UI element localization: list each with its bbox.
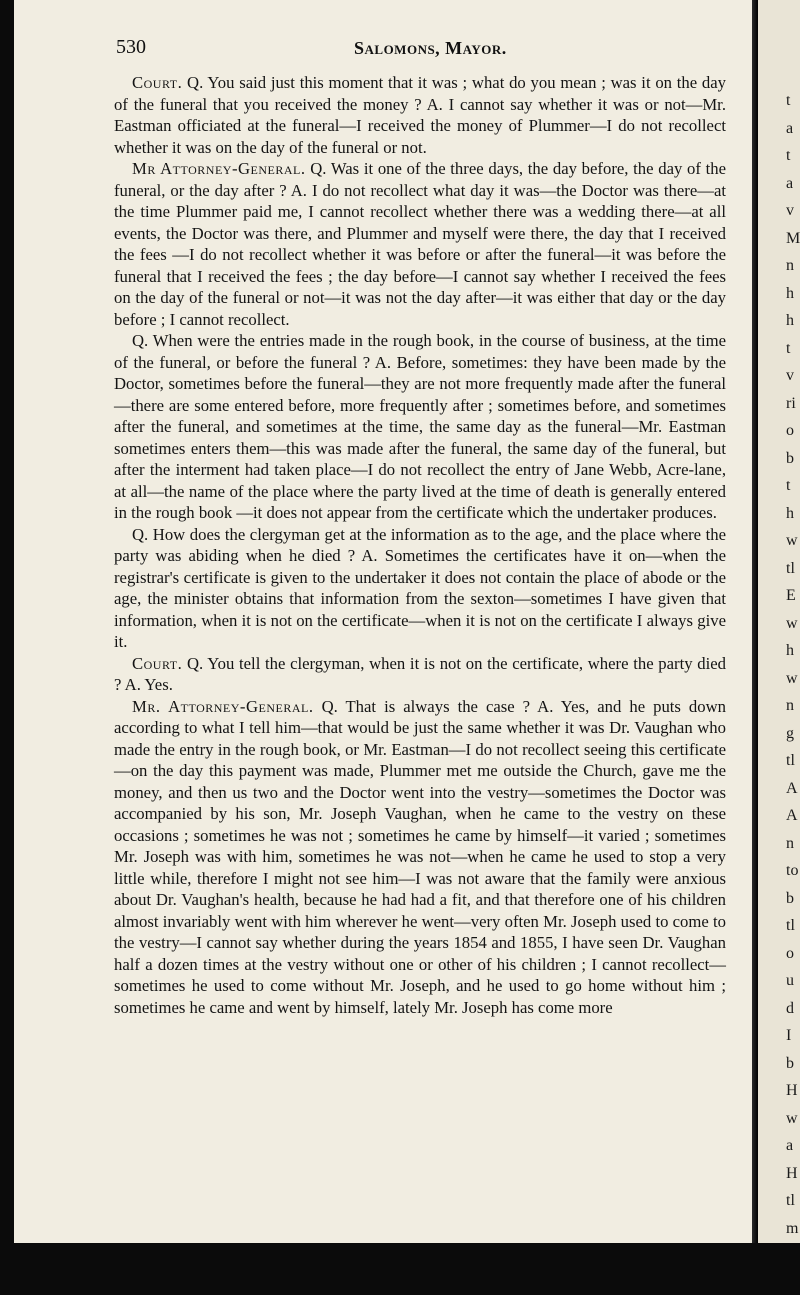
book-page <box>14 0 758 1243</box>
facing-page-fragment: t <box>786 477 791 494</box>
facing-page-fragment: a <box>786 174 794 192</box>
speaker-label: Court. <box>132 73 183 92</box>
paragraph-text: Q. You said just this moment that it was ; what do you mean ; was it on the day of the funeral that you received the money ? A. I cannot say whether it was or not—Mr. Eastman officiated at the funeral—I received the money of Plummer—I do not recollect whether it was on the day of the funeral or not. <box>114 73 727 157</box>
facing-page-fragment: ri <box>786 394 796 412</box>
facing-page-fragment: b <box>786 1054 794 1072</box>
facing-page-fragment: A <box>786 779 798 797</box>
paragraph <box>114 653 726 696</box>
facing-page-fragment: v <box>786 202 794 219</box>
facing-page-fragment: a <box>786 119 794 137</box>
body-text <box>114 72 726 1018</box>
paragraph-text: Q. When were the entries made in the rough book, in the course of business, at the time of the funeral, or before the funeral ? A. Before, sometimes: they have been made by the Doctor, sometimes before the funeral—they are not more frequently made after the funeral—there are some entered before, more frequently after ; sometimes before, and sometimes after the funeral, and sometimes at the time, the same day as the funeral—Mr. Eastman sometimes enters them—this was made after the funeral, the same day of the funeral, but after the interment had taken place—I do not recollect the entry of Jane Webb, Acre-lane, at all—the name of the place where the party lived at the time of death is generally entered in the rough book —it does not appear from the certificate which the undertaker produces. <box>114 331 726 522</box>
facing-page-fragment: o <box>786 422 794 439</box>
facing-page-fragment: t <box>786 147 791 164</box>
facing-page-fragment: t <box>786 92 791 109</box>
speaker-label: Court. <box>132 653 183 673</box>
facing-page-fragment: b <box>786 889 794 907</box>
facing-page-fragment: h <box>786 504 794 522</box>
facing-page-fragment: g <box>786 724 794 742</box>
facing-page-fragment: w <box>786 614 798 632</box>
facing-page-fragment: H <box>786 1082 798 1099</box>
paragraph-text: Q. How does the clergyman get at the information as to the age, and the place where the party was abiding when he died ? A. Sometimes the certificates have it on—when the registrar's certificate is given to the undertaker it does not contain the place of abode or the age, the minister obtains that information from the sexton—sometimes I have given that information, when it is not on the certificate—when it is not on the certificate I always give it. <box>114 524 726 651</box>
paragraph <box>114 524 726 653</box>
facing-page-fragment: H <box>786 1164 798 1182</box>
facing-page-fragment: u <box>786 972 794 989</box>
scan-border <box>0 1243 800 1295</box>
paragraph <box>114 158 726 330</box>
facing-page-fragment: w <box>786 669 798 687</box>
facing-page-fragment: tl <box>786 1192 795 1209</box>
facing-page-fragment: n <box>786 834 794 852</box>
facing-page-fragment: a <box>786 1137 794 1154</box>
paragraph-text: Q. You tell the clergyman, when it is not on the certificate, where the party died ? A. Yes. <box>114 653 727 694</box>
facing-page-fragment: A <box>786 807 798 824</box>
paragraph <box>114 330 726 524</box>
speaker-label: Mr. Attorney-General. <box>132 696 314 716</box>
facing-page-fragment: w <box>786 1109 798 1127</box>
facing-page-fragment: n <box>786 697 794 714</box>
facing-page-fragment: I <box>786 1027 792 1044</box>
paragraph-text: Q. That is always the case ? A. Yes, and he puts down according to what I tell him—that would be just the same whether it was Dr. Vaughan who made the entry in the rough book, or Mr. Eastman—I do not recollect seeing this certificate—on the day this payment was made, Plummer met me outside the Church, gave me the money, and then us two and the Doctor went into the vestry—sometimes the Doctor was accompanied by his son, Mr. Joseph Vaughan, when he came to the vestry on these occasions ; sometimes he was not ; sometimes he came by himself—it varied ; sometimes Mr. Joseph was with him, sometimes he was not—when he came he used to stop a very little while, therefore I might not see him—I was not aware that the family were anxious about Dr. Vaughan's health, because he had had a fit, and that therefore one of his children almost invariably went with him wherever he went—very often Mr. Joseph used to come to the vestry—I cannot say whether during the years 1854 and 1855, I have seen Dr. Vaughan half a dozen times at the vestry without one or other of his children ; I cannot recollect—sometimes he used to come without Mr. Joseph, and he used to go home without him ; sometimes he came and went by himself, lately Mr. Joseph has come more <box>114 696 727 1017</box>
facing-page-fragment: M <box>786 229 800 247</box>
facing-page-fragment: tl <box>786 917 795 934</box>
speaker-label: Mr Attorney-General. <box>132 159 306 178</box>
facing-page-fragment: m <box>786 1219 799 1237</box>
facing-page-edge <box>758 0 800 1243</box>
facing-page-fragment: w <box>786 532 798 549</box>
facing-page-fragment: to <box>786 862 799 879</box>
facing-page-fragment: o <box>786 944 794 962</box>
facing-page-fragment: n <box>786 257 794 274</box>
facing-page-fragment: d <box>786 999 794 1017</box>
facing-page-fragment: h <box>786 642 794 659</box>
facing-page-fragment: b <box>786 449 794 467</box>
facing-page-fragment: t <box>786 339 791 357</box>
running-head: Salomons, Mayor. <box>354 38 507 58</box>
facing-page-fragment: h <box>786 284 794 302</box>
facing-page-fragment: v <box>786 367 794 384</box>
paragraph-text: Q. Was it one of the three days, the day before, the day of the funeral, or the day after ? A. I do not recollect what day it was—the Doctor was there—at the time Plummer paid me, I cannot recollect whether there was a wedding there—at all events, the Doctor was there, and Plummer and myself were there, the day that I received the fees —I do not recollect whether it was before or after the funeral—it was before the funeral that I received the fees ; the day before—I cannot say whether I received the fees on the day of the funeral or not—it was not the day after—it was either that day or the day before ; I cannot recollect. <box>114 159 726 329</box>
paragraph <box>114 696 726 1019</box>
facing-page-fragment: tl <box>786 752 795 769</box>
paragraph <box>114 72 726 158</box>
facing-page-fragment: E <box>786 587 796 604</box>
page-number: 530 <box>116 36 146 58</box>
facing-page-fragment: tl <box>786 559 795 577</box>
facing-page-fragment: h <box>786 312 794 329</box>
